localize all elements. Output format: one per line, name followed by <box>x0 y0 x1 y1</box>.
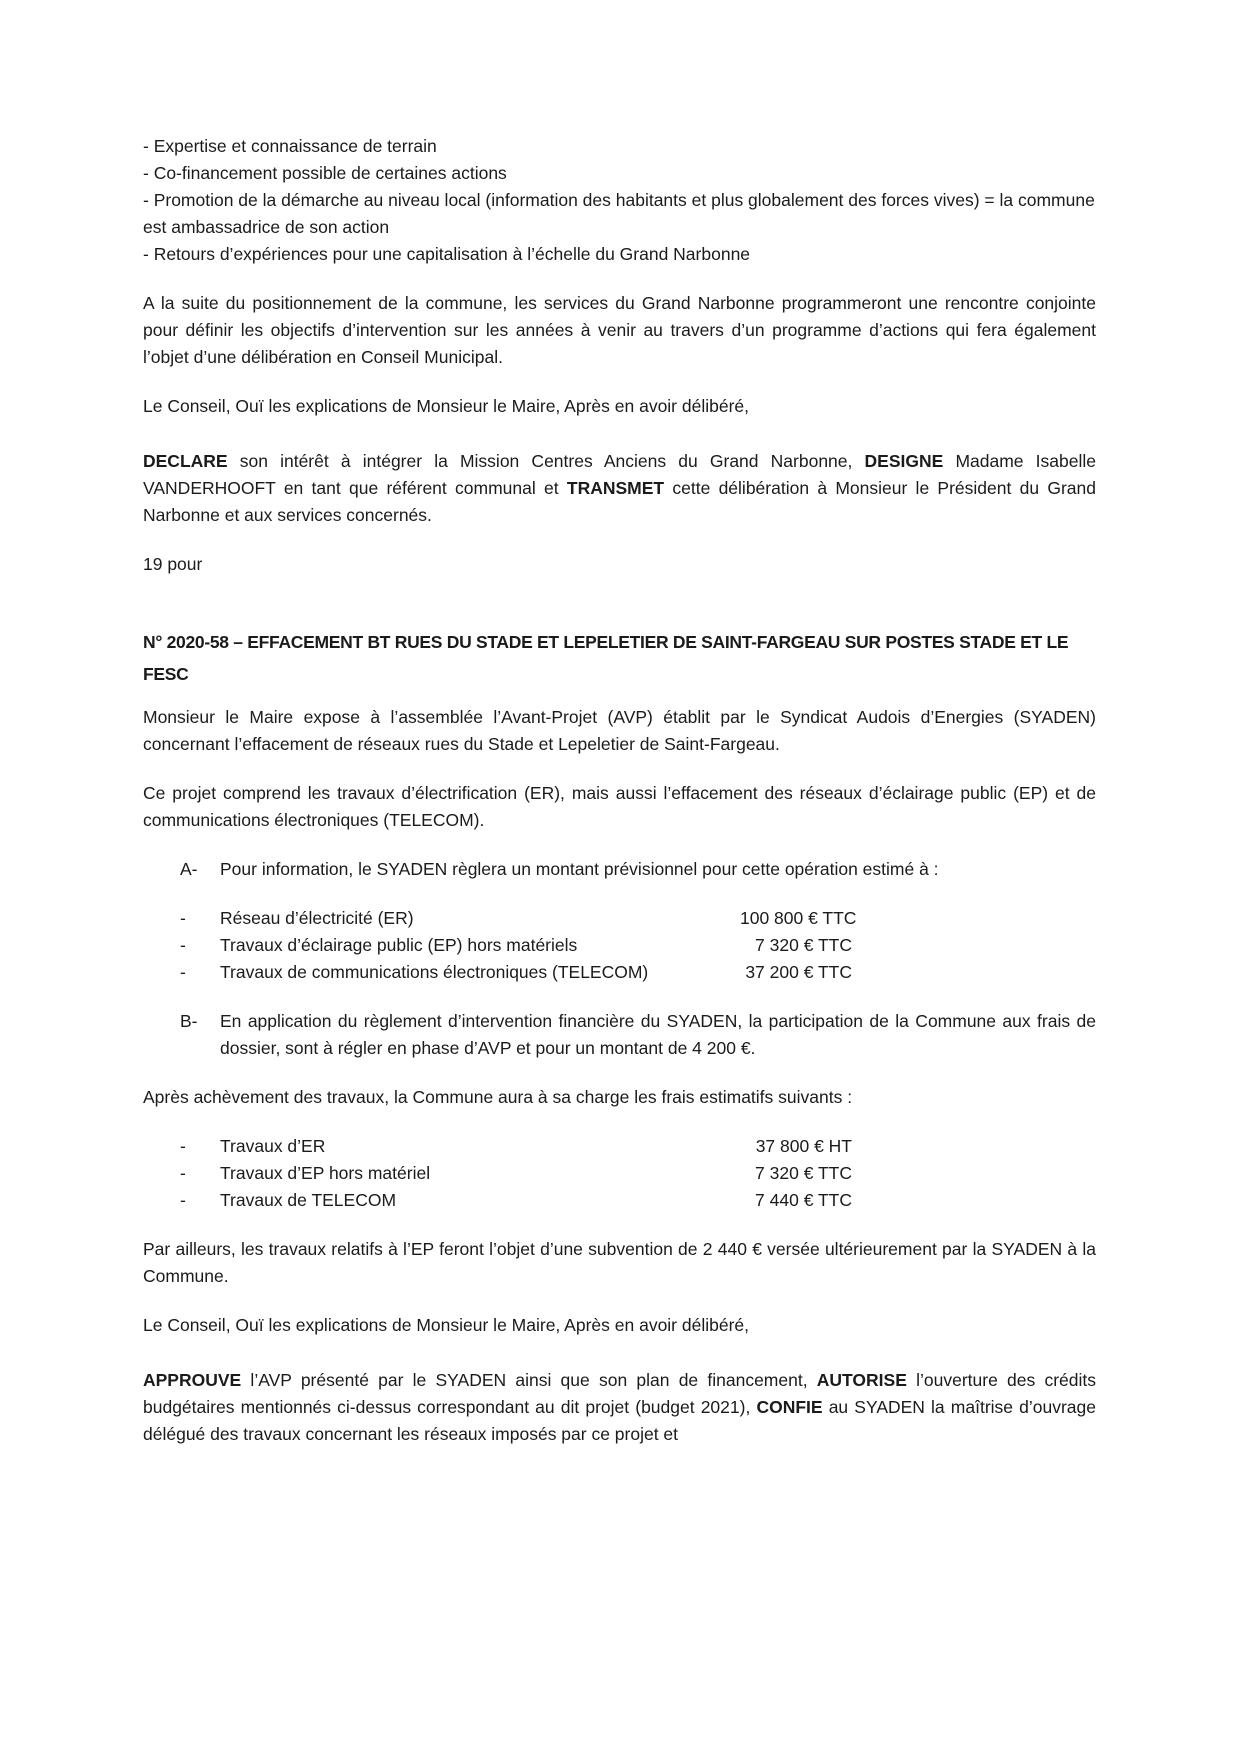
conseil-statement: Le Conseil, Ouï les explications de Monsieur le Maire, Après en avoir délibéré, <box>143 1315 750 1335</box>
section-title: N° 2020-58 – EFFACEMENT BT RUES DU STADE ET LEPELETIER DE SAINT-FARGEAU SUR POSTES STADE ET LE FESC <box>143 632 1069 684</box>
bullet-item: - Expertise et connaissance de terrain <box>143 136 437 156</box>
conseil-statement: Le Conseil, Ouï les explications de Monsieur le Maire, Après en avoir délibéré, <box>143 396 750 416</box>
keyword-declare: DECLARE <box>143 451 228 471</box>
cost-amount: 100 800 € TTC <box>740 908 857 928</box>
keyword-transmet: TRANSMET <box>566 478 665 498</box>
intro-bullet-list <box>143 133 1096 268</box>
cost-amount: 37 200 € TTC <box>745 962 852 982</box>
keyword-autorise: AUTORISE <box>816 1370 907 1390</box>
cost-row: - Travaux d’ER 37 800 € HT <box>180 1133 1096 1160</box>
keyword-approuve: APPROUVE <box>143 1370 242 1390</box>
cost-row: - Travaux d’éclairage public (EP) hors matériels 7 320 € TTC <box>180 932 1096 959</box>
paragraph-projet: Ce projet comprend les travaux d’électrification (ER), mais aussi l’effacement des réseaux d’éclairage public (EP) et de communications électroniques (TELECOM). <box>143 783 1096 830</box>
bullet-item: - Promotion de la démarche au niveau local (information des habitants et plus globalement des forces vives) = la commune est ambassadrice de son action <box>143 190 1095 237</box>
cost-row: - Travaux de communications électroniques (TELECOM) 37 200 € TTC <box>180 959 1096 986</box>
document-page <box>143 133 1096 1448</box>
cost-row: - Travaux de TELECOM 7 440 € TTC <box>180 1187 1096 1214</box>
cost-amount: 7 320 € TTC <box>755 935 852 955</box>
bullet-item: - Co-financement possible de certaines actions <box>143 163 507 183</box>
syaden-cost-list <box>143 905 1096 986</box>
decision-paragraph: DECLARE son intérêt à intégrer la Mission Centres Anciens du Grand Narbonne, DESIGNE Madame Isabelle VANDERHOOFT en tant que référent communal et TRANSMET cette délibération à Monsieur le Président du Grand Narbonne et aux services concernés. <box>143 451 1096 525</box>
paragraph-suite: A la suite du positionnement de la commune, les services du Grand Narbonne programmeront une rencontre conjointe pour définir les objectifs d’intervention sur les années à venir au travers d’un programme d’actions qui fera également l’objet d’une délibération en Conseil Municipal. <box>143 293 1096 367</box>
lettered-item-b: B- En application du règlement d’intervention financière du SYADEN, la participation de la Commune aux frais de dossier, sont à régler en phase d’AVP et pour un montant de 4 200 €. <box>180 1011 1096 1058</box>
keyword-designe: DESIGNE <box>864 451 944 471</box>
cost-amount: 7 440 € TTC <box>755 1190 852 1210</box>
bullet-item: - Retours d’expériences pour une capitalisation à l’échelle du Grand Narbonne <box>143 244 751 264</box>
cost-amount: 7 320 € TTC <box>755 1163 852 1183</box>
keyword-confie: CONFIE <box>756 1397 823 1417</box>
lettered-item-a: A- Pour information, le SYADEN règlera un montant prévisionnel pour cette opération estimé à : <box>180 859 939 879</box>
paragraph-apres: Après achèvement des travaux, la Commune aura à sa charge les frais estimatifs suivants : <box>143 1087 853 1107</box>
paragraph-expose: Monsieur le Maire expose à l’assemblée l’Avant-Projet (AVP) établit par le Syndicat Audois d’Energies (SYADEN) concernant l’effacement de réseaux rues du Stade et Lepeletier de Saint-Fargeau. <box>143 707 1096 754</box>
cost-row: - Travaux d’EP hors matériel 7 320 € TTC <box>180 1160 1096 1187</box>
cost-amount: 37 800 € HT <box>755 1136 852 1156</box>
paragraph-subvention: Par ailleurs, les travaux relatifs à l’EP feront l’objet d’une subvention de 2 440 € versée ultérieurement par la SYADEN à la Commune. <box>143 1239 1096 1286</box>
vote-result: 19 pour <box>143 554 203 574</box>
decision-paragraph: APPROUVE l’AVP présenté par le SYADEN ainsi que son plan de financement, AUTORISE l’ouverture des crédits budgétaires mentionnés ci-dessus correspondant au dit projet (budget 2021), CONFIE au SYADEN la maîtrise d’ouvrage délégué des travaux concernant les réseaux imposés par ce projet et <box>143 1370 1096 1444</box>
commune-cost-list <box>143 1133 1096 1214</box>
cost-row: - Réseau d’électricité (ER) 100 800 € TTC <box>180 905 1096 932</box>
